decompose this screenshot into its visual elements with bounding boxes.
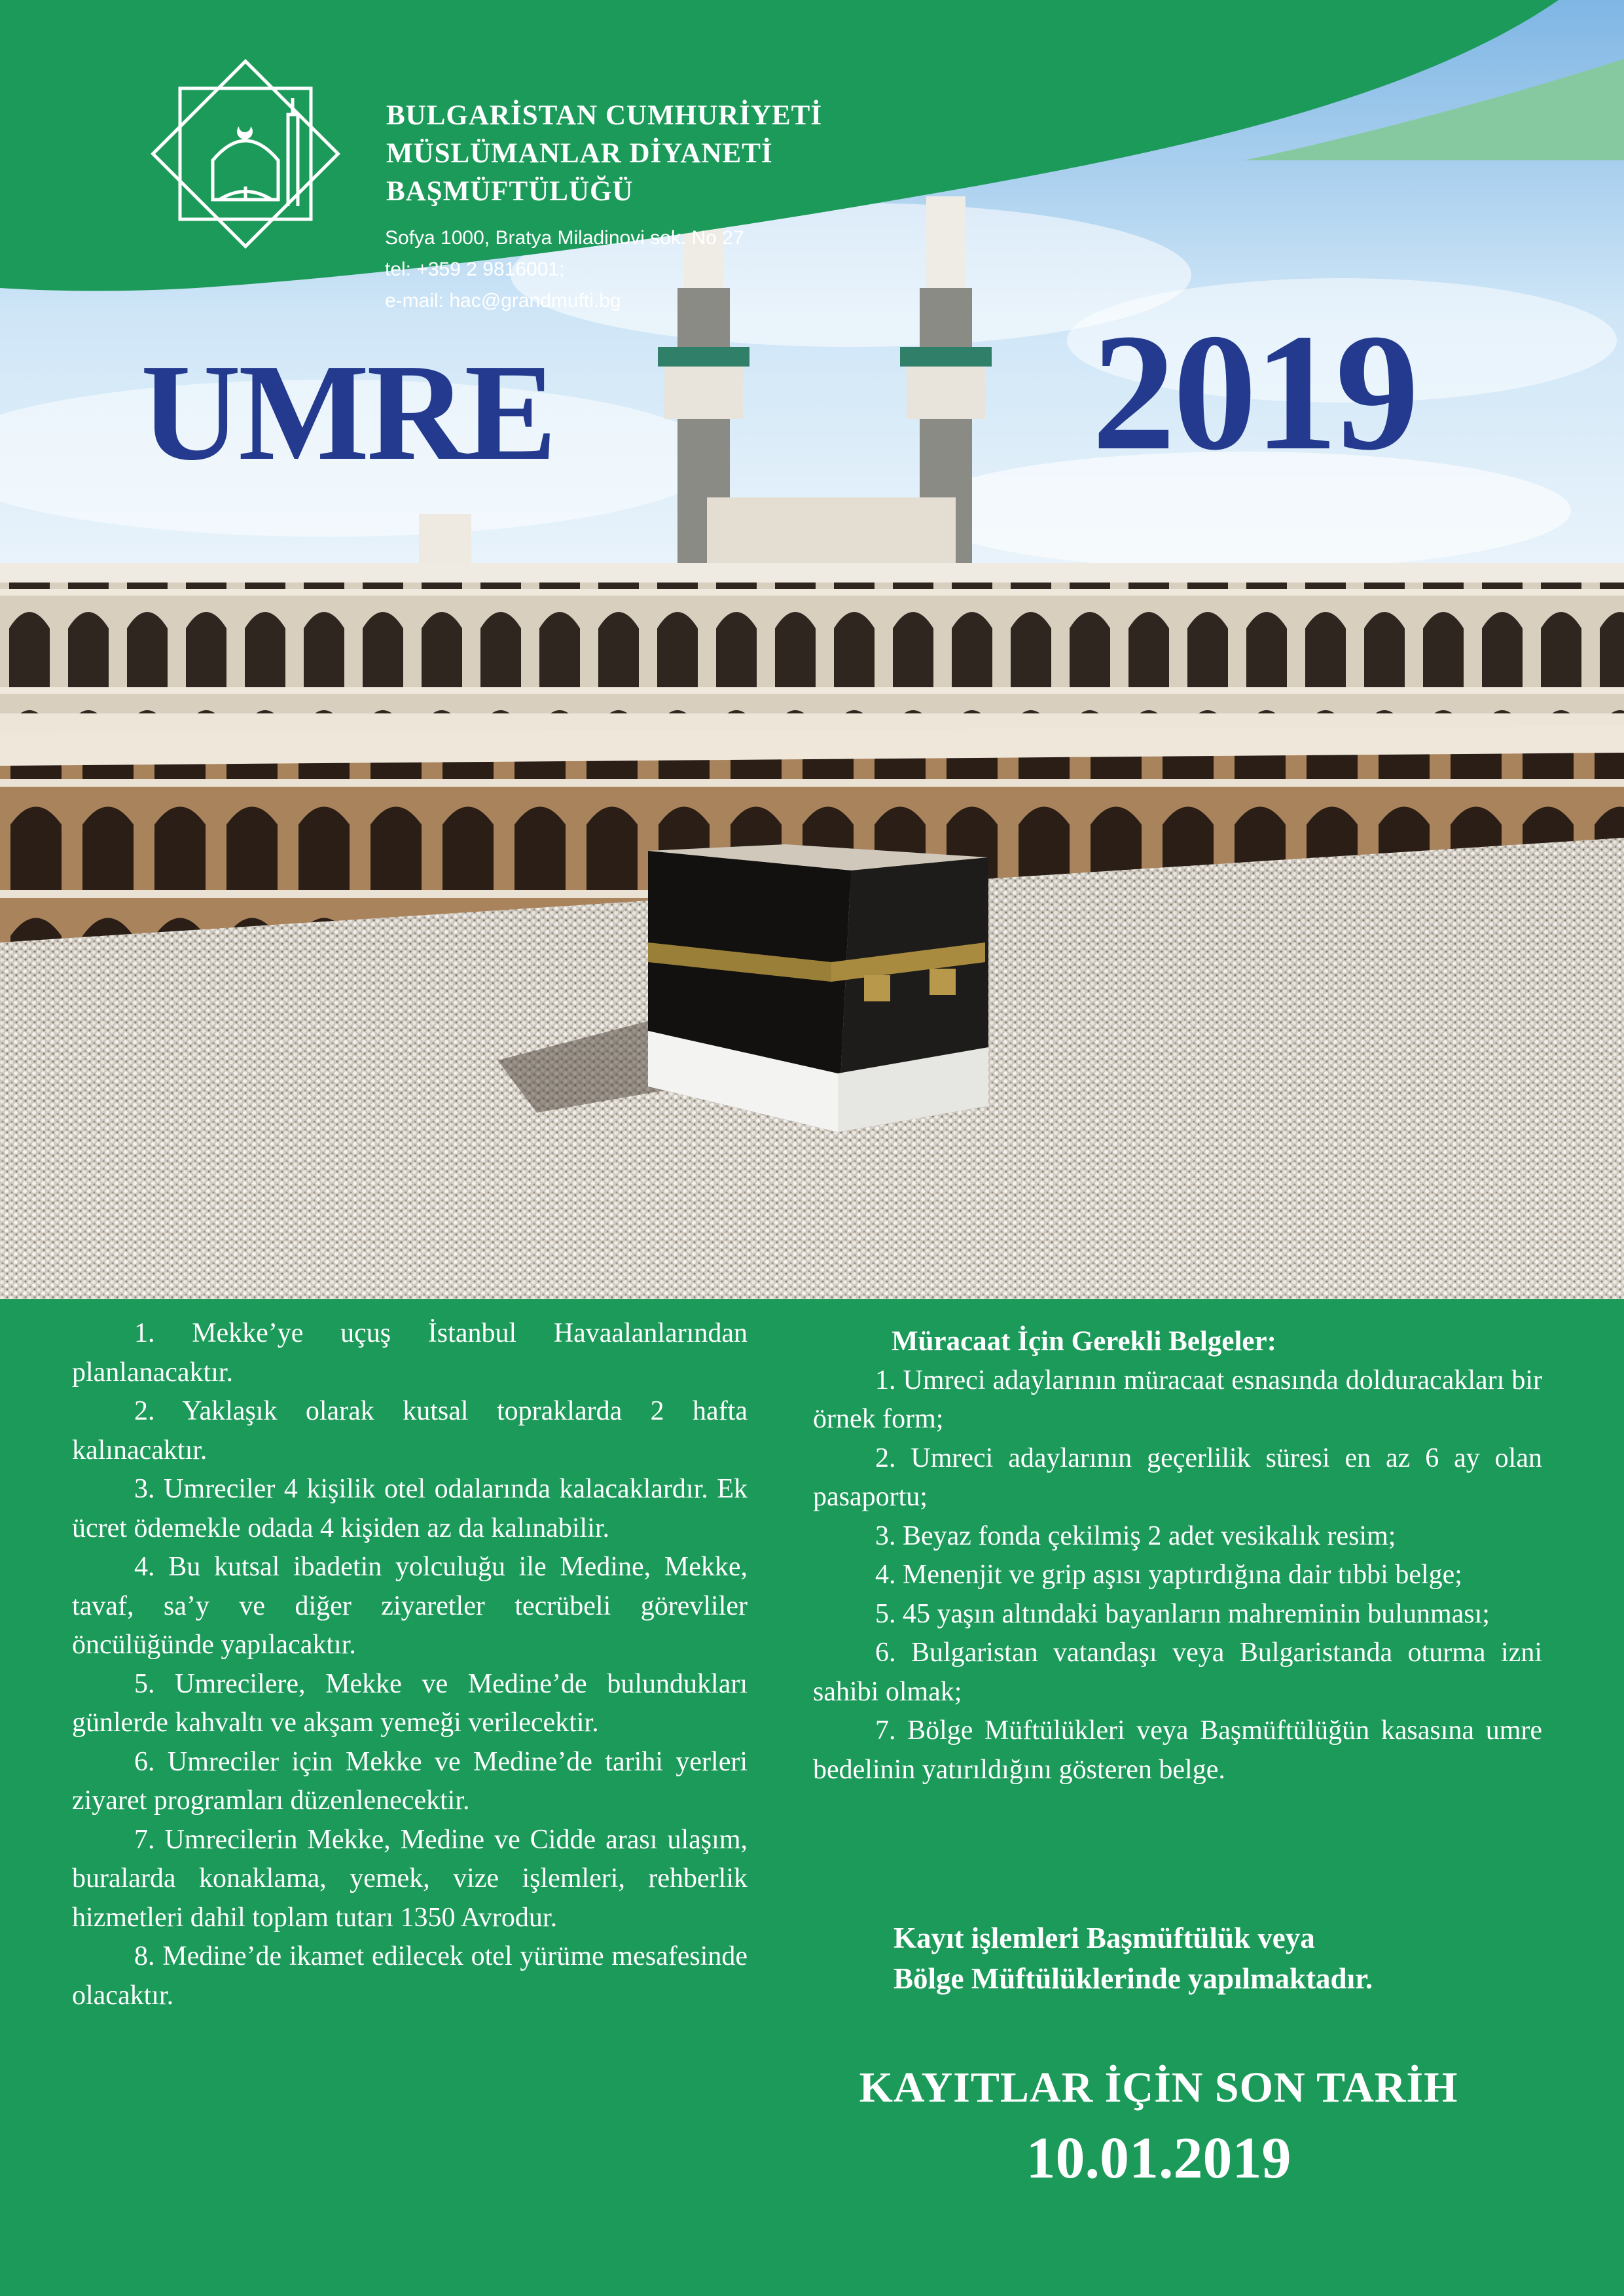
title-umre: UMRE	[141, 335, 554, 489]
org-line-2: MÜSLÜMANLAR DİYANETİ	[386, 138, 773, 169]
contact-info	[385, 223, 744, 317]
title-year: 2019	[1092, 300, 1416, 485]
registration-line-2: Bölge Müftülüklerinde yapılmaktadır.	[893, 1962, 1373, 1995]
info-item-2: 2. Yaklaşık olarak kutsal topraklarda 2 hafta kalınacaktır.	[72, 1396, 748, 1465]
required-documents	[813, 1322, 1542, 1789]
org-line-1: BULGARİSTAN CUMHURİYETİ	[386, 100, 823, 131]
registration-line-1: Kayıt işlemleri Başmüftülük veya	[893, 1922, 1315, 1954]
info-item-5: 5. Umrecilere, Mekke ve Medine’de bulundukları günlerde kahvaltı ve akşam yemeği verilecektir.	[72, 1668, 748, 1738]
organization-name	[386, 97, 822, 211]
required-documents-heading: Müracaat İçin Gerekli Belgeler:	[892, 1326, 1276, 1357]
document-item-1: 1. Umreci adaylarının müracaat esnasında dolduracakları bir örnek form;	[813, 1365, 1542, 1434]
deadline-date: 10.01.2019	[1026, 2126, 1291, 2191]
deadline-label: KAYITLAR İÇİN SON TARİH	[859, 2064, 1458, 2111]
info-list	[72, 1314, 748, 2015]
registration-note	[893, 1918, 1373, 1999]
document-item-6: 6. Bulgaristan vatandaşı veya Bulgaristanda oturma izni sahibi olmak;	[813, 1638, 1542, 1707]
email-text: e-mail: hac@grandmufti.bg	[385, 290, 621, 312]
document-item-3: 3. Beyaz fonda çekilmiş 2 adet vesikalık resim;	[875, 1520, 1396, 1551]
org-line-3: BAŞMÜFTÜLÜĞÜ	[386, 176, 634, 207]
address-text: Sofya 1000, Bratya Miladinovi sok. No 27	[385, 227, 744, 249]
phone-text: tel: +359 2 9816001;	[385, 259, 565, 280]
info-item-8: 8. Medine’de ikamet edilecek otel yürüme mesafesinde olacaktır.	[72, 1941, 748, 2011]
document-item-7: 7. Bölge Müftülükleri veya Başmüftülüğün kasasına umre bedelinin yatırıldığını gösteren belge.	[813, 1715, 1542, 1785]
document-item-5: 5. 45 yaşın altındaki bayanların mahreminin bulunması;	[875, 1598, 1490, 1629]
info-item-4: 4. Bu kutsal ibadetin yolculuğu ile Medine, Mekke, tavaf, sa’y ve diğer ziyaretler tecrübeli görevliler öncülüğünde yapılacaktır.	[72, 1552, 748, 1660]
info-item-1: 1. Mekke’ye uçuş İstanbul Havaalanlarından planlanacaktır.	[72, 1318, 748, 1388]
info-item-3: 3. Umreciler 4 kişilik otel odalarında kalacaklardır. Ek ücret ödemekle odada 4 kişiden az da kalınabilir.	[72, 1474, 748, 1543]
mosque-star-logo-icon	[141, 49, 350, 259]
info-item-7: 7. Umrecilerin Mekke, Medine ve Cidde arası ulaşım, buralarda konaklama, yemek, vize işlemleri, rehberlik hizmetleri dahil toplam tutarı 1350 Avrodur.	[72, 1824, 748, 1933]
info-item-6: 6. Umreciler için Mekke ve Medine’de tarihi yerleri ziyaret programları düzenlenecektir.	[72, 1746, 748, 1816]
document-item-4: 4. Menenjit ve grip aşısı yaptırdığına dair tıbbi belge;	[875, 1560, 1462, 1590]
document-item-2: 2. Umreci adaylarının geçerlilik süresi en az 6 ay olan pasaportu;	[813, 1443, 1542, 1512]
